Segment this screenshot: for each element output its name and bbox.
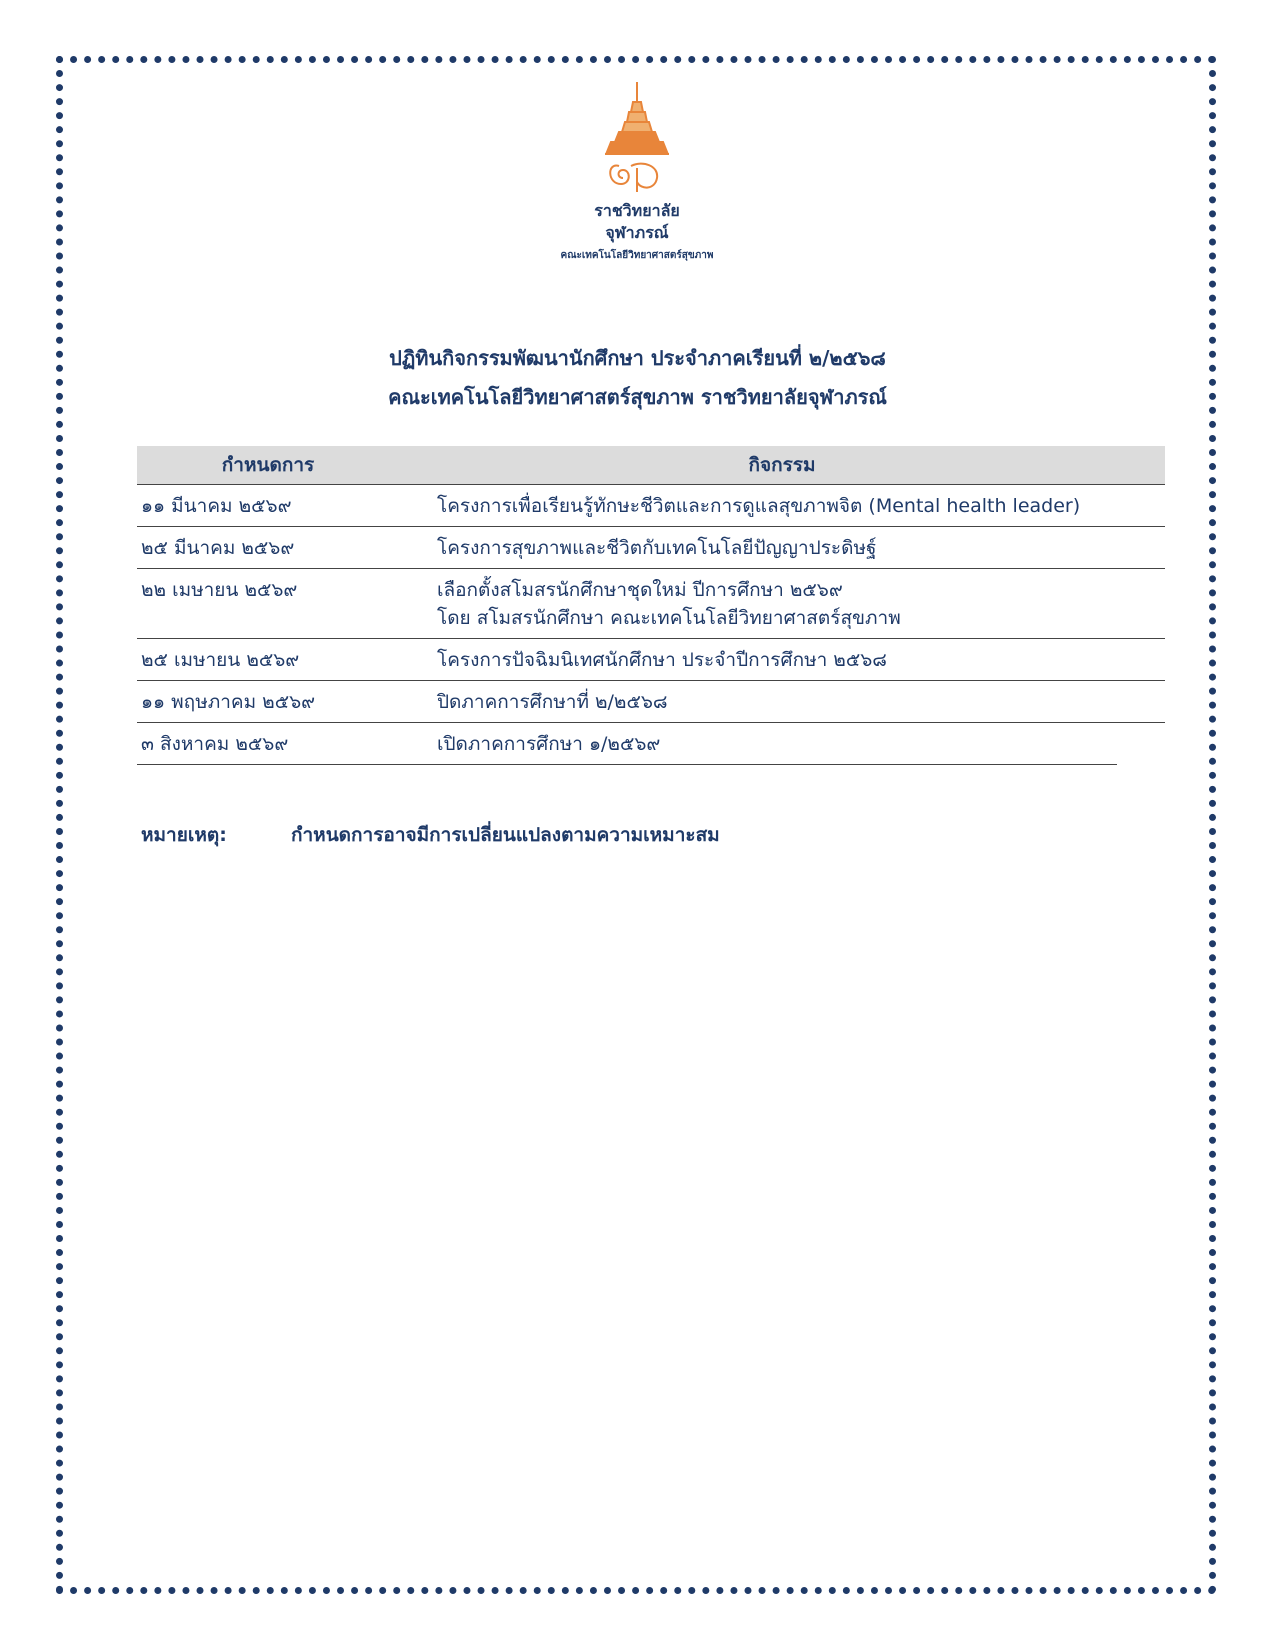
row-date: ๓ สิงหาคม ๒๕๖๙ — [141, 733, 289, 755]
row-date: ๒๕ เมษายน ๒๕๖๙ — [141, 649, 300, 671]
logo-line-3: คณะเทคโนโลยีวิทยาศาสตร์สุขภาพ — [560, 250, 714, 261]
table-row — [137, 569, 1165, 639]
footnote-text: กำหนดการอาจมีการเปลี่ยนแปลงตามความเหมาะสม — [291, 824, 720, 846]
table-row — [137, 485, 1165, 527]
row-activity: โครงการเพื่อเรียนรู้ทักษะชีวิตและการดูแลสุขภาพจิต (Mental health leader) — [437, 495, 1081, 517]
row-activity: เปิดภาคการศึกษา ๑/๒๕๖๙ — [437, 733, 661, 755]
row-date: ๑๑ มีนาคม ๒๕๖๙ — [141, 495, 292, 517]
page-title: ปฏิทินกิจกรรมพัฒนานักศึกษา ประจำภาคเรียนที่ ๒/๒๕๖๘ — [389, 346, 886, 370]
table-row — [137, 639, 1165, 681]
header-date: กำหนดการ — [221, 454, 315, 476]
row-date: ๑๑ พฤษภาคม ๒๕๖๙ — [141, 691, 316, 713]
row-date: ๒๕ มีนาคม ๒๕๖๙ — [141, 537, 295, 559]
header-activity: กิจกรรม — [748, 454, 816, 476]
row-activity-line-1: เลือกตั้งสโมสรนักศึกษาชุดใหม่ ปีการศึกษา ๒๕๖๙ — [437, 579, 843, 601]
table-row — [137, 681, 1165, 723]
activity-calendar-table — [137, 446, 1165, 765]
logo-line-2: จุฬาภรณ์ — [605, 223, 669, 242]
college-logo — [537, 80, 737, 263]
table-row — [137, 527, 1165, 569]
row-activity: ปิดภาคการศึกษาที่ ๒/๒๕๖๘ — [437, 691, 668, 713]
row-activity — [437, 576, 1165, 632]
footnote — [141, 820, 720, 850]
table-row — [137, 723, 1165, 764]
logo-line-1: ราชวิทยาลัย — [594, 201, 680, 220]
footnote-label: หมายเหตุ: — [141, 824, 227, 846]
row-activity-line-2: โดย สโมสรนักศึกษา คณะเทคโนโลยีวิทยาศาสตร์สุขภาพ — [437, 607, 901, 629]
row-activity: โครงการสุขภาพและชีวิตกับเทคโนโลยีปัญญาประดิษฐ์ — [437, 537, 877, 559]
row-date: ๒๒ เมษายน ๒๕๖๙ — [141, 579, 298, 601]
crown-emblem-icon — [597, 80, 677, 200]
page-subtitle: คณะเทคโนโลยีวิทยาศาสตร์สุขภาพ ราชวิทยาลัยจุฬาภรณ์ — [388, 385, 887, 409]
table-bottom-rule — [137, 764, 1117, 765]
row-activity: โครงการปัจฉิมนิเทศนักศึกษา ประจำปีการศึกษา ๒๕๖๘ — [437, 649, 887, 671]
table-header — [137, 446, 1165, 485]
